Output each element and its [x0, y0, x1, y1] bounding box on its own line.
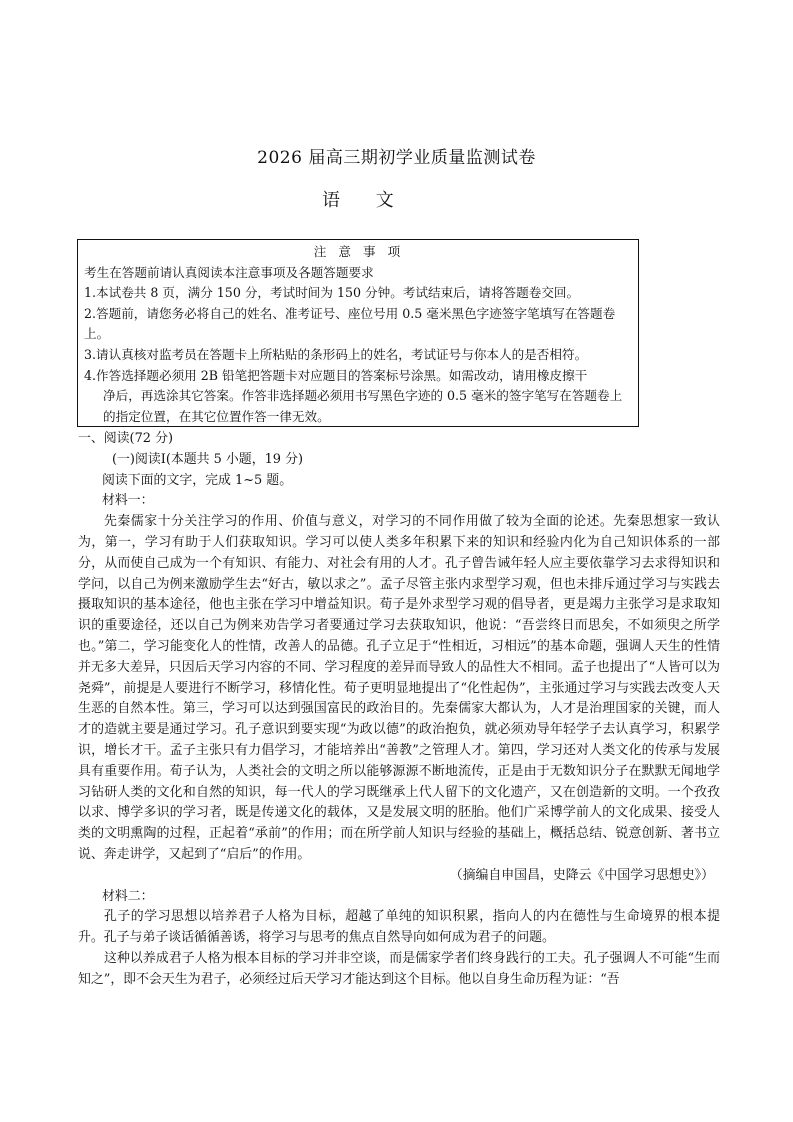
subject-title: 语 文: [322, 190, 394, 211]
section-heading: 一、阅读(72 分): [78, 431, 174, 446]
subsection-heading: (一)阅读Ⅰ(本题共 5 小题，19 分): [112, 451, 304, 467]
material-2-paragraph-2: 这种以养成君子人格为根本目标的学习并非空谈，而是儒家学者们终身践行的工夫。孔子强调人不可能“生而知之”，即不会天生为君子，必须经过后天学习才能达到这个目标。他以自身生命历程为证：“吾: [78, 950, 720, 987]
material-2-paragraph-1: 孔子的学习思想以培养君子人格为目标，超越了单纯的知识积累，指向人的内在德性与生命境界的根本提升。孔子与弟子谈话循循善诱，将学习与思考的焦点自然导向如何成为君子的问题。: [78, 909, 720, 946]
material-2-label: 材料二：: [102, 888, 154, 904]
instruction-text: 阅读下面的文字，完成 1~5 题。: [102, 472, 293, 488]
notice-item-3: 3.请认真核对监考员在答题卡上所粘贴的条形码上的姓名，考试证号与你本人的是否相符。: [84, 346, 588, 362]
notice-item-4: 4.作答选择题必须用 2B 铅笔把答题卡对应题目的答案标号涂黑。如需改动，请用橡皮擦干: [84, 367, 588, 383]
notice-intro: 考生在答题前请认真阅读本注意事项及各题答题要求: [84, 264, 374, 280]
exam-title: 2026 届高三期初学业质量监测试卷: [257, 148, 536, 168]
reading-section: [78, 429, 720, 991]
material-1-label: 材料一：: [102, 493, 154, 509]
material-1-paragraph: 先秦儒家十分关注学习的作用、价值与意义，对学习的不同作用做了较为全面的论述。先秦思想家一致认为，第一，学习有助于人们获取知识。学习可以使人类多年积累下来的知识和经验内化为自己知识体系的一部分，从而使自己成为一个有知识、有能力、对社会有用的人才。孔子曾告诫年轻人应主要依靠学习去求得知识和学问，以自己为例来激励学生去“好古，敏以求之”。孟子尽管主张内求型学习观，但也未排斥通过学习与实践去摄取知识的基本途径，他也主张在学习中增益知识。荀子是外求型学习观的倡导者，更是竭力主张学习是求取知识的重要途径，还以自己为例来劝告学习者要通过学习去获取知识，他说：“吾尝终日而思矣，不如须臾之所学也。”第二，学习能变化人的性情，改善人的品德。孔子立足于“性相近，习相远”的基本命题，强调人天生的性情并无多大差异，只因后天学习内容的不同、学习程度的差异而导致人的品性大不相同。孟子也提出了“人皆可以为尧舜”，前提是人要进行不断学习，移情化性。荀子更明显地提出了“化性起伪”，主张通过学习与实践去改变人天生恶的自然本性。第三，学习可以达到强国富民的政治目的。先秦儒家大都认为，人才是治理国家的关键，而人才的造就主要是通过学习。孔子意识到要实现“为政以德”的政治抱负，就必须劝导年轻学子去认真学习，积累学识，增长才干。孟子主张只有力倡学习，才能培养出“善教”之管理人才。第四，学习还对人类文化的传承与发展具有重要作用。荀子认为，人类社会的文明之所以能够源源不断地流传，正是由于无数知识分子在默默无闻地学习钻研人类的文化和自然的知识，每一代人的学习既继承上代人留下的文化遗产，又在创造新的文明。一个孜孜以求、博学多识的学习者，既是传递文化的载体，又是发展文明的胚胎。他们广采博学前人的文化成果、接受人类的文明熏陶的过程，正起着“承前”的作用；而在所学前人知识与经验的基础上，概括总结、锐意创新、著书立说、奔走讲学，又起到了“启后”的作用。: [78, 514, 720, 862]
notice-box: [77, 239, 639, 427]
notice-item-2: 2.答题前，请您务必将自己的姓名、准考证号、座位号用 0.5 毫米黑色字迹签字笔填写在答题卷上。: [84, 305, 616, 342]
material-1-source: （摘编自申国昌，史降云《中国学习思想史》）: [449, 867, 714, 883]
notice-item-1: 1.本试卷共 8 页，满分 150 分，考试时间为 150 分钟。考试结束后，请将答题卷交回。: [84, 285, 580, 301]
notice-title: 注 意 事 项: [313, 244, 405, 259]
notice-item-4-continued: 净后，再选涂其它答案。作答非选择题必须用书写黑色字迹的 0.5 毫米的签字笔写在答题卷上的指定位置，在其它位置作答一律无效。: [103, 388, 623, 424]
